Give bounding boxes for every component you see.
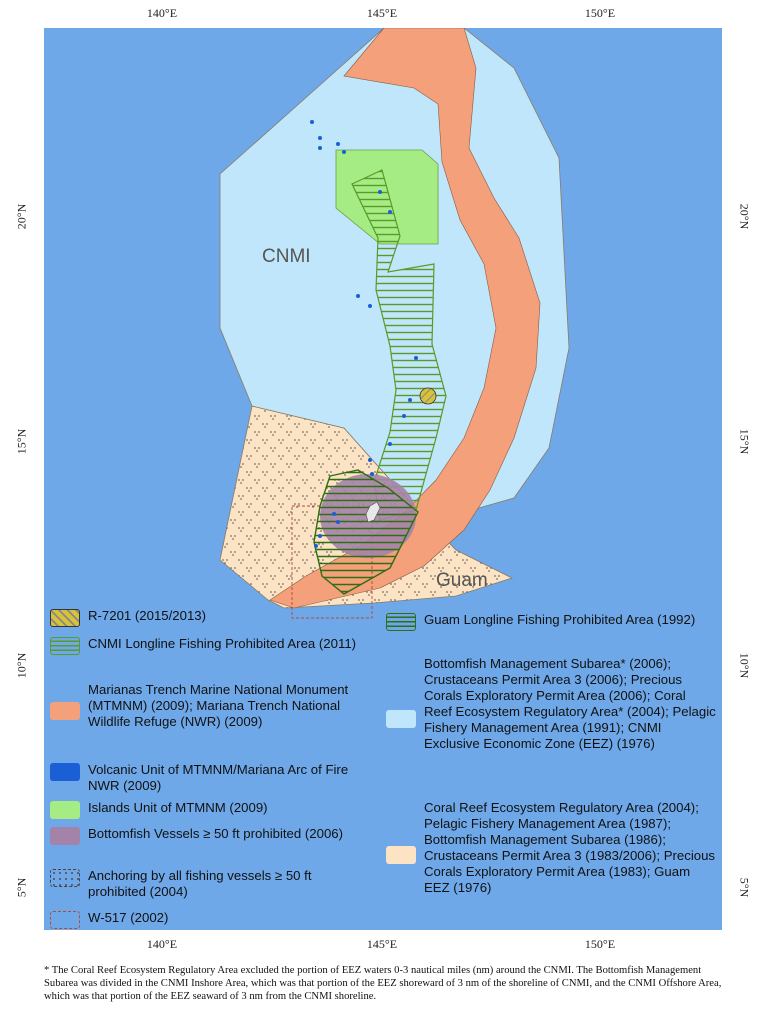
r7201-area xyxy=(420,388,436,404)
footnote: * The Coral Reef Ecosystem Regulatory Area excluded the portion of EEZ waters 0-3 nautical miles (nm) around the CNMI. The Bottomfish Management Subarea was divided in the CNMI Inshore Area, which was that portion of the EEZ shoreward of 3 nm of the shoreline of CNMI, and the CNMI Offshore Area, which was that portion of the EEZ seaward of 3 nm from the CNMI shoreline. xyxy=(44,965,722,1002)
legend-guam-longline-label: Guam Longline Fishing Prohibited Area (1992) xyxy=(424,612,696,627)
volcanic-dot xyxy=(414,356,418,360)
legend-anchoring xyxy=(50,868,360,900)
cnmi-longline-swatch xyxy=(50,637,80,655)
lat-tick-20-right: 20°N xyxy=(737,203,752,230)
volcanic-dot xyxy=(310,120,314,124)
bottomfish-swatch xyxy=(50,827,80,845)
legend-r7201-label: R-7201 (2015/2013) xyxy=(88,608,207,623)
volcanic-dot xyxy=(318,146,322,150)
lon-tick-145-top: 145°E xyxy=(366,6,398,20)
legend-w517 xyxy=(50,910,360,929)
cnmi-eez-swatch xyxy=(386,710,416,728)
guam-longline-swatch xyxy=(386,613,416,631)
anchoring-swatch xyxy=(50,869,80,887)
volcanic-dot xyxy=(402,414,406,418)
w517-swatch xyxy=(50,911,80,929)
legend-mtmnm xyxy=(50,682,360,730)
legend-mtmnm-label: Marianas Trench Marine National Monument (MTMNM) (2009); Mariana Trench National Wildlife Refuge (NWR) (2009) xyxy=(88,682,349,729)
lat-tick-5-left: 5°N xyxy=(14,877,29,898)
volcanic-dot xyxy=(356,294,360,298)
legend-guam-eez xyxy=(386,800,716,896)
lon-tick-140-top: 140°E xyxy=(146,6,178,20)
map-canvas xyxy=(44,28,722,930)
legend-bottomfish-label: Bottomfish Vessels ≥ 50 ft prohibited (2006) xyxy=(88,826,344,841)
legend-r7201 xyxy=(50,608,360,627)
lon-tick-150-bottom: 150°E xyxy=(584,937,616,951)
volcanic-dot xyxy=(388,442,392,446)
volcanic-dot xyxy=(336,520,340,524)
legend-islands-unit-label: Islands Unit of MTMNM (2009) xyxy=(88,800,268,815)
cnmi-label: CNMI xyxy=(262,246,311,267)
volcanic-dot xyxy=(318,534,322,538)
lat-tick-5-right: 5°N xyxy=(737,877,752,898)
volcanic-dot xyxy=(370,472,374,476)
volcanic-dot xyxy=(336,142,340,146)
volcanic-dot xyxy=(388,210,392,214)
legend-islands-unit xyxy=(50,800,360,819)
volcanic-dot xyxy=(368,304,372,308)
volcanic-dot xyxy=(378,190,382,194)
legend-anchoring-label: Anchoring by all fishing vessels ≥ 50 ft prohibited (2004) xyxy=(88,868,312,899)
legend-cnmi-longline xyxy=(50,636,360,655)
volcanic-dot xyxy=(314,544,318,548)
volcanic-dot xyxy=(342,150,346,154)
volcanic-swatch xyxy=(50,763,80,781)
legend-bottomfish xyxy=(50,826,360,845)
lat-tick-10-left: 10°N xyxy=(14,652,29,679)
legend-cnmi-eez-label: Bottomfish Management Subarea* (2006); Crustaceans Permit Area 3 (2006); Precious Corals Exploratory Permit Area (2006); Coral Reef Ecosystem Regulatory Area* (2004); Pelagic Fishery Management Area (1991); CNMI Exclusive Economic Zone (EEZ) (1976) xyxy=(424,656,716,751)
guam-label: Guam xyxy=(436,570,488,591)
legend-cnmi-eez xyxy=(386,656,716,752)
legend-cnmi-longline-label: CNMI Longline Fishing Prohibited Area (2011) xyxy=(88,636,357,651)
legend-volcanic xyxy=(50,762,360,794)
lat-tick-10-right: 10°N xyxy=(737,652,752,679)
lon-tick-145-bottom: 145°E xyxy=(366,937,398,951)
r7201-swatch xyxy=(50,609,80,627)
guam-eez-swatch xyxy=(386,846,416,864)
volcanic-dot xyxy=(332,512,336,516)
volcanic-dot xyxy=(408,398,412,402)
lat-tick-15-left: 15°N xyxy=(14,428,29,455)
volcanic-dot xyxy=(318,136,322,140)
lat-tick-20-left: 20°N xyxy=(14,203,29,230)
legend-w517-label: W-517 (2002) xyxy=(88,910,169,925)
islands-unit-swatch xyxy=(50,801,80,819)
mtmnm-swatch xyxy=(50,702,80,720)
lat-tick-15-right: 15°N xyxy=(737,428,752,455)
lon-tick-150-top: 150°E xyxy=(584,6,616,20)
volcanic-dot xyxy=(368,458,372,462)
legend-guam-eez-label: Coral Reef Ecosystem Regulatory Area (2004); Pelagic Fishery Management Area (1987); Bottomfish Management Subarea (1986); Crustaceans Permit Area 3 (1983/2006); Precious Corals Exploratory Permit Area (1983); Guam EEZ (1976) xyxy=(424,800,716,895)
legend-volcanic-label: Volcanic Unit of MTMNM/Mariana Arc of Fire NWR (2009) xyxy=(88,762,349,793)
legend-guam-longline xyxy=(386,612,716,631)
lon-tick-140-bottom: 140°E xyxy=(146,937,178,951)
